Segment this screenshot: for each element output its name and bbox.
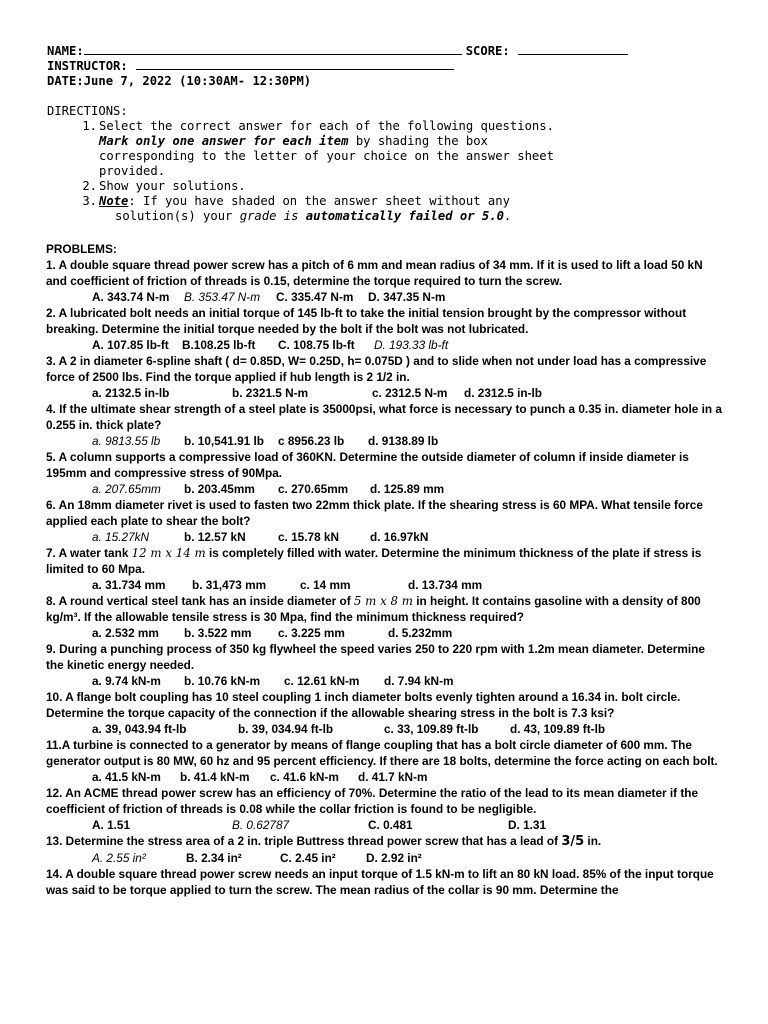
choice-a[interactable]: a. 2.532 mm [92,626,159,640]
choice-c[interactable]: C. 2.45 in² [280,851,336,865]
exam-header [47,44,727,89]
choice-a[interactable]: A. 2.55 in² [92,851,146,865]
choice-b[interactable]: b. 31,473 mm [192,578,267,592]
direction-item-1-cont: Mark only one answer for each item by shading the box [99,134,488,148]
direction-item-1-cont2: corresponding to the letter of your choice on the answer sheet [99,149,554,163]
directions-title: DIRECTIONS: [47,104,128,118]
choice-c[interactable]: c. 14 mm [300,578,351,592]
choices-5 [46,481,722,497]
choice-c[interactable]: c. 15.78 kN [278,530,339,544]
choices-11 [46,769,722,785]
question-3: 3. A 2 in diameter 6-spline shaft ( d= 0.85D, W= 0.25D, h= 0.075D ) and to slide when not under load has a compressive force of 2500 lbs. Find the torque applied if hub length is 2 1/2 in. [46,354,707,384]
question-14: 14. A double square thread power screw needs an input torque of 1.5 kN-m to lift an 80 kN load. 85% of the input torque was said to be torque applied to turn the screw. The mean radius of the collar is 90 mm. Determine the [46,867,714,897]
instructor-label: INSTRUCTOR: [47,59,128,73]
choices-9 [46,673,722,689]
choices-4 [46,433,722,449]
question-11: 11.A turbine is connected to a generator by means of flange coupling that has a bolt circle diameter of 600 mm. The generator output is 80 MW, 60 hz and 95 percent efficiency. If there are 18 bolts, determine the force acting on each bolt. [46,738,718,768]
choice-c[interactable]: c. 2312.5 N-m [372,386,448,400]
choice-b[interactable]: B. 0.62787 [232,818,290,832]
lead-fraction: 3/5 [561,834,585,849]
choice-d[interactable]: d. 13.734 mm [408,578,483,592]
choice-d[interactable]: d. 2312.5 in-lb [464,386,543,400]
choice-c[interactable]: C. 0.481 [368,818,413,832]
choice-a[interactable]: a. 31.734 mm [92,578,166,592]
choice-c[interactable]: C. 108.75 lb-ft [278,338,355,352]
choice-a[interactable]: a. 15.27kN [92,530,150,544]
choices-1 [46,289,722,305]
choice-a[interactable]: A. 1.51 [92,818,131,832]
date-label: DATE: [47,74,84,88]
choice-d[interactable]: d. 41.7 kN-m [358,770,428,784]
choice-a[interactable]: a. 2132.5 in-lb [92,386,170,400]
choice-d[interactable]: d. 16.97kN [370,530,429,544]
choice-a[interactable]: a. 207.65mm [92,482,161,496]
choice-d[interactable]: d. 43, 109.89 ft-lb [510,722,606,736]
choice-b[interactable]: b. 41.4 kN-m [180,770,250,784]
direction-item-1: 1. Select the correct answer for each of the following questions. [82,119,554,133]
choice-c[interactable]: c. 41.6 kN-m [270,770,339,784]
choices-3 [46,385,722,401]
choice-b[interactable]: B. 353.47 N-m [184,290,261,304]
choice-d[interactable]: d. 7.94 kN-m [384,674,454,688]
direction-item-1-cont3: provided. [99,164,166,178]
choice-c[interactable]: c. 3.225 mm [278,626,345,640]
choice-d[interactable]: d. 125.89 mm [370,482,445,496]
choice-b[interactable]: b. 3.522 mm [184,626,252,640]
choices-12 [46,817,722,833]
question-10: 10. A flange bolt coupling has 10 steel coupling 1 inch diameter bolts evenly tighten around a 16.34 in. bolt circle. Determine the torque capacity of the connection if the allowable shearing stress in the bolt is 7.3 ksi? [46,690,681,720]
date-line [47,74,727,89]
choice-d[interactable]: D. 2.92 in² [366,851,422,865]
choice-c[interactable]: c. 12.61 kN-m [284,674,360,688]
choices-6 [46,529,722,545]
question-13: 13. Determine the stress area of a 2 in. triple Buttress thread power screw that has a lead of 3/5 in. [46,834,602,849]
score-label: SCORE: [465,44,510,58]
choice-d[interactable]: d. 9138.89 lb [368,434,439,448]
choice-b[interactable]: B. 2.34 in² [186,851,242,865]
choice-b[interactable]: B.108.25 lb-ft [182,338,256,352]
name-blank[interactable] [84,44,462,55]
choice-b[interactable]: b. 39, 034.94 ft-lb [238,722,334,736]
choices-8 [46,625,722,641]
tank-dimension-math: 12 m x 14 m [131,546,206,560]
choice-c[interactable]: c. 33, 109.89 ft-lb [384,722,479,736]
choice-a[interactable]: a. 39, 043.94 ft-lb [92,722,187,736]
choices-13 [46,850,722,866]
choice-c[interactable]: c. 270.65mm [278,482,349,496]
question-9: 9. During a punching process of 350 kg flywheel the speed varies 250 to 220 rpm with 1.2m mean diameter. Determine the kinetic energy needed. [46,642,705,672]
question-2: 2. A lubricated bolt needs an initial torque of 145 lb-ft to take the initial tension brought by the compressor without breaking. Determine the initial torque needed by the bolt if the bolt was not lubricated. [46,306,687,336]
question-12: 12. An ACME thread power screw has an efficiency of 70%. Determine the ratio of the lead to its mean diameter if the coefficient of friction of threads is 0.08 while the collar friction is found to be negligible. [46,786,699,816]
choice-a[interactable]: a. 9.74 kN-m [92,674,161,688]
choice-b[interactable]: b. 10,541.91 lb [184,434,265,448]
question-1: 1. A double square thread power screw has a pitch of 6 mm and mean radius of 34 mm. If it is used to lift a load 50 kN and coefficient of friction of threads is 0.15, determine the torque required to turn the screw. [46,258,703,288]
choice-b[interactable]: b. 2321.5 N-m [232,386,309,400]
instructor-blank[interactable] [136,59,454,70]
choice-d[interactable]: D. 347.35 N-m [368,290,446,304]
name-line [47,44,727,59]
choice-a[interactable]: a. 9813.55 lb [92,434,161,448]
question-6: 6. An 18mm diameter rivet is used to fasten two 22mm thick plate. If the shearing stress is 60 MPA. What tensile force applied each plate to shear the bolt? [46,498,703,528]
choice-d[interactable]: D. 193.33 lb-ft [374,338,449,352]
choice-a[interactable]: a. 41.5 kN-m [92,770,161,784]
choice-d[interactable]: D. 1.31 [508,818,547,832]
problems [46,241,722,898]
choice-d[interactable]: d. 5.232mm [388,626,453,640]
choice-b[interactable]: b. 12.57 kN [184,530,246,544]
choice-a[interactable]: A. 107.85 lb-ft [92,338,169,352]
direction-item-3-cont: solution(s) your grade is automatically failed or 5.0. [115,209,512,223]
direction-item-3: 3. Note: If you have shaded on the answer sheet without any [82,194,510,208]
question-4: 4. If the ultimate shear strength of a steel plate is 35000psi, what force is necessary to punch a 0.35 in. diameter hole in a 0.255 in. thick plate? [46,402,722,432]
choice-b[interactable]: b. 10.76 kN-m [184,674,261,688]
choice-a[interactable]: A. 343.74 N-m [92,290,170,304]
choices-7 [46,577,722,593]
instructor-line [47,59,727,74]
problems-title: PROBLEMS: [46,242,117,256]
choice-c[interactable]: c 8956.23 lb [278,434,345,448]
choice-c[interactable]: C. 335.47 N-m [276,290,354,304]
choices-2 [46,337,722,353]
tank-dimension-math: 5 m x 8 m [353,594,413,608]
date-value: June 7, 2022 (10:30AM- 12:30PM) [83,74,312,88]
directions [47,104,737,224]
question-8: 8. A round vertical steel tank has an inside diameter of 5 m x 8 m in height. It contains gasoline with a density of 800 kg/m³. If the allowable tensile stress is 30 Mpa, find the minimum thickness required? [46,594,701,624]
question-5: 5. A column supports a compressive load of 360KN. Determine the outside diameter of column if inside diameter is 195mm and compressive stress of 90Mpa. [46,450,689,480]
score-blank[interactable] [518,44,628,55]
question-7: 7. A water tank 12 m x 14 m is completely filled with water. Determine the minimum thickness of the plate if stress is limited to 60 Mpa. [46,546,702,576]
name-label: NAME: [47,44,84,58]
direction-item-2: 2. Show your solutions. [82,179,246,193]
choice-b[interactable]: b. 203.45mm [184,482,255,496]
choices-10 [46,721,722,737]
